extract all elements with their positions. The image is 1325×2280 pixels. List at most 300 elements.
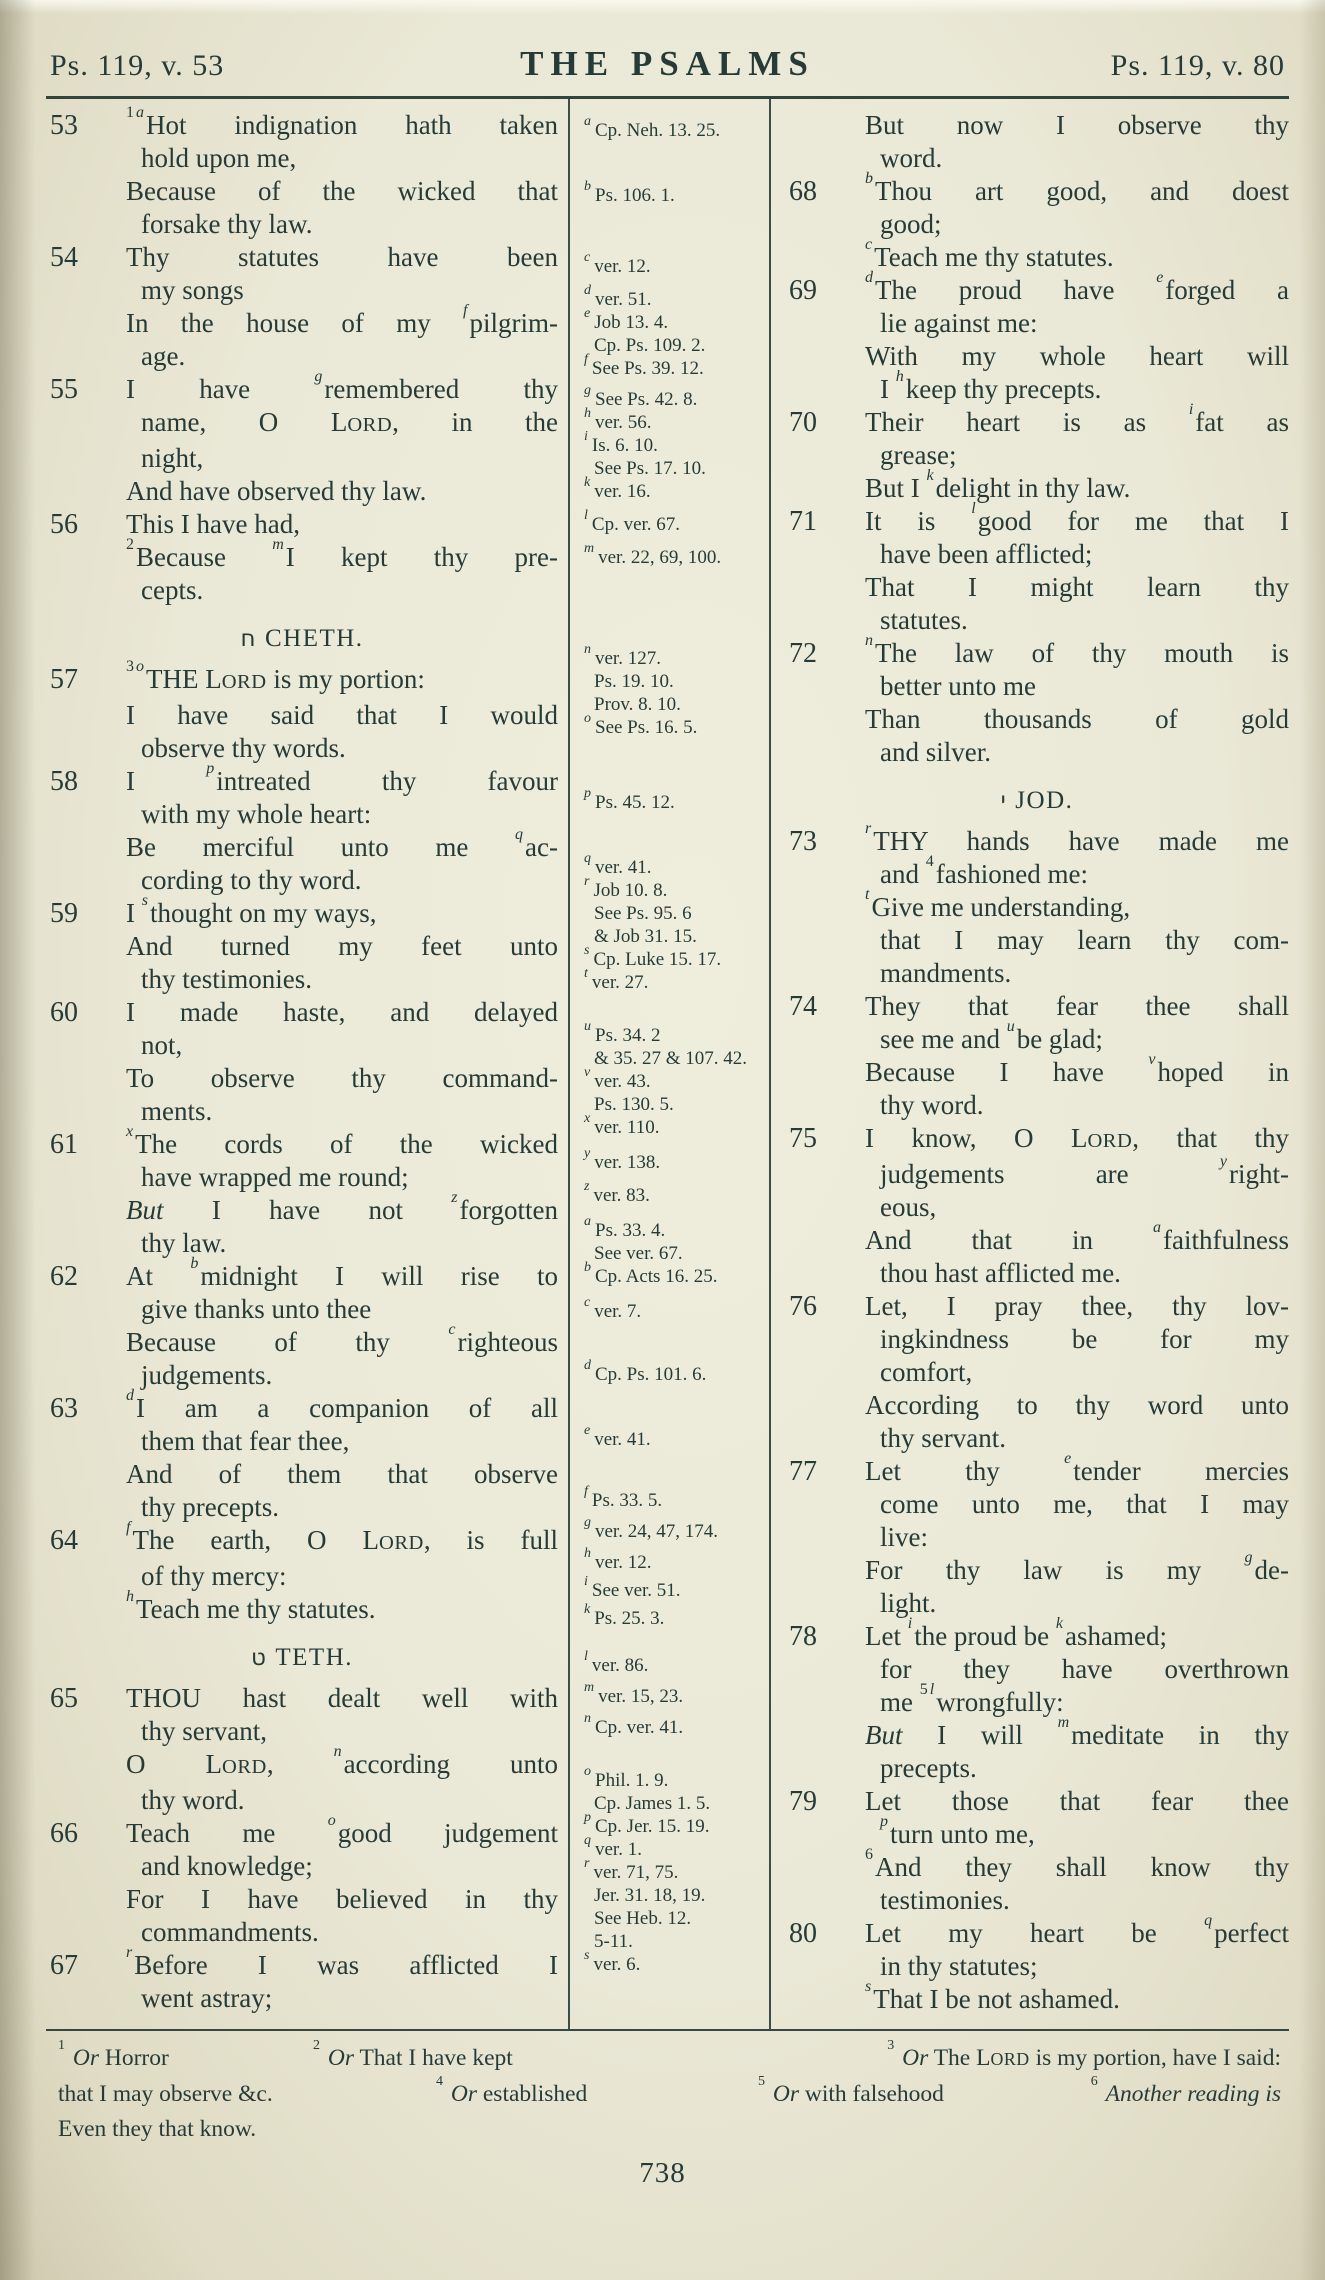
cross-reference-line: $^f$ Ps. 33. 5. (584, 1483, 663, 1511)
verse-line: name, O LORD, in the (141, 407, 558, 437)
verse (46, 996, 558, 1128)
verse-number: 69 (789, 275, 817, 306)
cross-reference (584, 428, 761, 480)
verse-line: not, (141, 1030, 183, 1060)
verse-line: $^p$turn unto me, (880, 1813, 1035, 1849)
note-number-marker: 4 (436, 2074, 443, 2090)
ref-letter: n (584, 1710, 591, 1726)
verse-line: for they have overthrown (880, 1654, 1289, 1684)
cross-reference-line: See Ps. 95. 6 (594, 903, 692, 924)
verse-line: forsake thy law. (141, 209, 313, 239)
verse-line: Be merciful unto me $^q$ac- (126, 826, 558, 862)
cross-reference-line: $^a$ Ps. 33. 4. (584, 1213, 666, 1241)
footnote-row (58, 2038, 1281, 2077)
italic-text: Or (72, 2045, 99, 2071)
verse-number: 64 (50, 1525, 78, 1556)
cross-reference-line: 5-11. (594, 1931, 633, 1952)
page-title: THE PSALMS (520, 44, 815, 83)
note-number-marker: 1 (58, 2038, 65, 2054)
verse-line: see me and $^u$be glad; (880, 1018, 1103, 1054)
cross-reference-column (568, 99, 771, 2029)
cross-reference (584, 1064, 761, 1116)
verse (46, 1812, 558, 1949)
ref-group (584, 1018, 761, 1139)
footnote: that I may observe &c. (58, 2081, 273, 2107)
cross-reference (584, 1573, 761, 1602)
cross-reference-line: $^c$ ver. 7. (584, 1294, 642, 1322)
verse-line: $^t$Give me understanding, (865, 886, 1131, 922)
ref-letter-marker: n (333, 1743, 342, 1760)
ref-letter-marker: m (1057, 1714, 1070, 1731)
ref-letter-marker: q (1204, 1912, 1213, 1929)
cross-reference (584, 1763, 761, 1815)
verse-line: my songs (141, 275, 244, 305)
cross-reference-line: $^x$ ver. 110. (584, 1110, 660, 1138)
ref-letter: m (584, 1679, 595, 1695)
note-number-marker: 2 (313, 2038, 320, 2054)
verse (785, 269, 1289, 406)
footnote (1090, 2074, 1281, 2112)
cross-reference-line: $^o$ Phil. 1. 9. (584, 1763, 669, 1791)
italic-text: Or (327, 2045, 354, 2071)
verse-line: statutes. (880, 605, 968, 635)
ref-letter-marker: l (929, 1681, 935, 1698)
note-number-marker: 6 (865, 1846, 873, 1863)
cross-reference-line: $^d$ Cp. Ps. 101. 6. (584, 1357, 707, 1385)
italic-text: Or (772, 2081, 799, 2107)
cross-reference (584, 1213, 761, 1265)
cross-reference (584, 641, 761, 716)
verse-number: 71 (789, 506, 817, 537)
verse-number: 80 (789, 1918, 817, 1949)
verse-number: 62 (50, 1261, 78, 1292)
footnote: $^1$ Or Horror (58, 2038, 169, 2071)
note-number-marker: 1 (126, 104, 134, 121)
italic-text: But (126, 1195, 164, 1225)
verse-line: thy word. (880, 1090, 984, 1120)
cross-reference (584, 710, 761, 739)
ref-letter-marker: m (272, 536, 284, 553)
ref-letter: s (584, 942, 590, 958)
cross-reference (584, 113, 761, 142)
ref-group (584, 282, 761, 380)
verse (785, 820, 1289, 990)
verse-line: age. (141, 341, 186, 371)
cross-reference-line: $^h$ ver. 56. (584, 405, 652, 433)
cross-reference-line: Ps. 130. 5. (594, 1094, 674, 1115)
cross-reference-line: $^u$ Ps. 34. 2 (584, 1018, 661, 1046)
verse-line: For I have believed in thy (126, 1884, 558, 1914)
verse-line: And have observed thy law. (126, 476, 427, 506)
cross-reference-line: Cp. James 1. 5. (594, 1793, 711, 1814)
ref-group (584, 1178, 761, 1207)
ref-letter: e (584, 305, 591, 321)
verse-line: But I have not $^z$forgotten (126, 1189, 558, 1225)
cross-reference (584, 1178, 761, 1207)
cross-reference-line: Jer. 31. 18, 19. (594, 1885, 706, 1906)
verse-line: thy word. (141, 1785, 245, 1815)
verse-line: And of them that observe (126, 1459, 558, 1489)
verse-line: Because of thy $^c$righteous (126, 1321, 558, 1357)
ref-letter-marker: n (865, 632, 873, 649)
ref-letter-marker: c (448, 1321, 456, 1338)
ref-group (584, 1294, 761, 1323)
verse-line: $^d$The proud have $^e$forged a (865, 269, 1289, 305)
verse-number: 53 (50, 110, 78, 141)
verse-line: I made haste, and delayed (126, 997, 558, 1027)
verse-line: ingkindness be for my (880, 1324, 1289, 1354)
ref-letter-marker: e (1156, 269, 1164, 286)
italic-text: Another reading is (1105, 2081, 1281, 2107)
verse-line: precepts. (880, 1753, 977, 1783)
verse-line: With my whole heart will (865, 341, 1289, 371)
ref-letter-marker: x (126, 1123, 134, 1140)
verse-line: $^3$ $^o$THE LORD is my portion: (126, 658, 425, 694)
verse-number: 70 (789, 407, 817, 438)
lord-smallcaps: LORD (205, 664, 267, 694)
verse-line: lie against me: (880, 308, 1038, 338)
verse-line: $^d$I am a companion of all (126, 1387, 558, 1423)
footnote: $^2$ Or That I have kept (313, 2038, 513, 2071)
verse-number: 77 (789, 1456, 817, 1487)
verse-number: 66 (50, 1818, 78, 1849)
section-heading-label: TETH. (275, 1644, 354, 1671)
verse-line: better unto me (880, 671, 1036, 701)
verse (785, 109, 1289, 175)
cross-reference (584, 1483, 761, 1512)
ref-group (584, 850, 761, 994)
ref-group (584, 382, 761, 503)
ref-letter: u (584, 1018, 591, 1034)
cross-reference-line: $^e$ Job 13. 4. (584, 305, 669, 333)
cross-reference-line: $^p$ Ps. 45. 12. (584, 785, 675, 813)
hebrew-letter-icon: ט (250, 1645, 268, 1671)
verse (785, 170, 1289, 274)
verse-line: of thy mercy: (141, 1561, 287, 1591)
verse-line: and knowledge; (141, 1851, 313, 1881)
ref-letter-marker: o (327, 1812, 336, 1829)
section-heading (46, 625, 558, 653)
ref-letter: k (584, 474, 591, 490)
ref-letter: i (584, 428, 588, 444)
cross-reference-line: $^q$ ver. 1. (584, 1832, 642, 1860)
cross-reference (584, 1601, 761, 1630)
cross-reference-line: & Job 31. 15. (594, 926, 697, 947)
cross-reference (584, 1648, 761, 1677)
verse-line: Let, I pray thee, thy lov- (865, 1291, 1289, 1321)
verse-line: observe thy words. (141, 733, 346, 763)
verse-line: come unto me, that I may (880, 1489, 1289, 1519)
ref-letter: a (584, 113, 591, 129)
cross-reference-line: $^a$ Cp. Neh. 13. 25. (584, 113, 721, 141)
ref-letter: i (584, 1573, 588, 1589)
ref-letter-marker: k (926, 467, 934, 484)
ref-letter: c (584, 1294, 591, 1310)
ref-group (584, 1357, 761, 1386)
verse-line: $^6$And they shall know thy (865, 1846, 1289, 1882)
cross-reference (584, 305, 761, 357)
verse-number: 67 (50, 1950, 78, 1981)
verse-line: $^x$The cords of the wicked (126, 1123, 558, 1159)
footnote: $^5$ Or with falsehood (758, 2074, 944, 2107)
cross-reference-line: $^m$ ver. 15, 23. (584, 1679, 684, 1707)
cross-reference-line: $^m$ ver. 22, 69, 100. (584, 540, 722, 568)
ref-group (584, 113, 761, 142)
cross-reference (584, 382, 761, 411)
verse-line: thy servant, (141, 1716, 267, 1746)
cross-reference-line: Ps. 19. 10. (594, 671, 674, 692)
verse-number: 73 (789, 826, 817, 857)
cross-reference-line: Prov. 8. 10. (594, 694, 681, 715)
cross-reference-line: $^q$ ver. 41. (584, 850, 652, 878)
ref-letter: g (584, 1514, 591, 1530)
verse-number: 56 (50, 509, 78, 540)
verse-line: According to thy word unto (865, 1390, 1289, 1420)
section-heading (785, 787, 1289, 815)
header-verse-ref-right: Ps. 119, v. 80 (1110, 49, 1285, 82)
verse-line: $^r$THY hands have made me (865, 820, 1289, 856)
verse-line: that I may learn thy com- (880, 925, 1289, 955)
text-columns (46, 99, 1289, 2029)
ref-letter-marker: g (314, 368, 323, 385)
verse-line: For thy law is my $^g$de- (865, 1549, 1289, 1585)
ref-group (584, 507, 761, 536)
verse (46, 892, 558, 996)
verse-line: night, (141, 443, 204, 473)
ref-letter-marker: e (1064, 1450, 1072, 1467)
verse (785, 990, 1289, 1122)
verse-line: This I have had, (126, 509, 300, 539)
page-number: 738 (639, 2157, 686, 2189)
ref-letter-marker: z (451, 1189, 458, 1206)
verse (46, 368, 558, 508)
cross-reference-line: $^l$ Cp. ver. 67. (584, 507, 681, 535)
verse-number: 57 (50, 664, 78, 695)
section-heading (46, 1644, 558, 1672)
verse (46, 1123, 558, 1260)
note-number-marker: 5 (919, 1681, 928, 1698)
verse-line: with my whole heart: (141, 799, 372, 829)
verse-line: To observe thy command- (126, 1063, 558, 1093)
hebrew-letter-icon: ח (240, 626, 257, 652)
ref-letter: f (584, 351, 588, 367)
ref-letter-marker: d (865, 269, 873, 286)
verse-line: THOU hast dealt well with (126, 1683, 558, 1713)
verse (785, 1450, 1289, 1620)
cross-reference-line: $^k$ Ps. 25. 3. (584, 1601, 665, 1629)
verse (46, 1944, 558, 2015)
verse-line: At $^b$midnight I will rise to (126, 1255, 558, 1291)
ref-group (584, 1422, 761, 1451)
cross-reference (584, 474, 761, 503)
verse-line: It is $^l$good for me that I (865, 500, 1289, 536)
ref-letter-marker: t (865, 886, 870, 903)
cross-reference (584, 1809, 761, 1838)
ref-letter-marker: u (1006, 1018, 1015, 1035)
verse (785, 1290, 1289, 1455)
note-number-marker: 5 (758, 2074, 765, 2090)
right-text-column (771, 99, 1289, 2029)
cross-reference (584, 1294, 761, 1323)
ref-letter: g (584, 382, 591, 398)
ref-letter-marker: h (895, 368, 904, 385)
verse-line: give thanks unto thee (141, 1294, 372, 1324)
verse-line: thy law. (141, 1228, 227, 1258)
verse-number: 72 (789, 638, 817, 669)
lord-smallcaps: LORD (330, 407, 393, 437)
italic-text: Or (450, 2081, 477, 2107)
ref-letter: b (584, 178, 591, 194)
ref-letter-marker: o (136, 658, 144, 675)
ref-letter-marker: d (126, 1387, 134, 1404)
ref-letter: p (584, 785, 591, 801)
cross-reference-line: $^g$ See Ps. 42. 8. (584, 382, 698, 410)
verse-line: Teach me $^o$good judgement (126, 1812, 558, 1848)
cross-reference-line: $^y$ ver. 138. (584, 1145, 661, 1173)
verse-line: in thy statutes; (880, 1951, 1038, 1981)
cross-reference (584, 1710, 761, 1739)
footnote: $^3$ Or The LORD is my portion, have I said: (887, 2038, 1281, 2071)
verse-number: 78 (789, 1621, 817, 1652)
ref-letter: f (584, 1483, 588, 1499)
cross-reference-line: $^t$ ver. 27. (584, 965, 649, 993)
verse-line: testimonies. (880, 1885, 1010, 1915)
verse-number: 63 (50, 1393, 78, 1424)
hebrew-letter-icon: י (1000, 788, 1008, 814)
cross-reference-line: $^h$ ver. 12. (584, 1545, 652, 1573)
ref-letter: t (584, 965, 588, 981)
verse (46, 1255, 558, 1392)
cross-reference-line: $^g$ ver. 24, 47, 174. (584, 1514, 718, 1542)
verse-line: In the house of my $^f$pilgrim- (126, 302, 558, 338)
verse-line: have been afflicted; (880, 539, 1093, 569)
verse-line: Because I have $^v$hoped in (865, 1051, 1289, 1087)
cross-reference-line: $^d$ ver. 51. (584, 282, 652, 310)
ref-letter-marker: v (1148, 1051, 1156, 1068)
cross-reference-line: & 35. 27 & 107. 42. (594, 1048, 748, 1069)
verse-line: Let my heart be $^q$perfect (865, 1912, 1289, 1948)
verse-line: They that fear thee shall (865, 991, 1289, 1021)
verse-line: judgements are $^y$right- (880, 1153, 1289, 1189)
verse-line: $^2$Because $^m$I kept thy pre- (126, 536, 558, 572)
cross-reference-line: $^o$ See Ps. 16. 5. (584, 710, 698, 738)
verse-line: live: (880, 1522, 928, 1552)
section-heading-label: CHETH. (264, 625, 364, 652)
verse (46, 760, 558, 897)
lord-smallcaps: LORD (362, 1525, 424, 1555)
ref-letter: x (584, 1110, 591, 1126)
verse-line: went astray; (141, 1983, 273, 2013)
verse (46, 241, 558, 373)
ref-letter: h (584, 405, 591, 421)
verse-line: O LORD, $^n$according unto (126, 1743, 559, 1779)
gutter-shadow (0, 0, 42, 2280)
verse (46, 658, 558, 765)
ref-letter: d (584, 282, 591, 298)
ref-letter: m (584, 540, 595, 556)
verse-line: I know, O LORD, that thy (865, 1123, 1289, 1153)
verse-line: hold upon me, (141, 143, 297, 173)
cross-reference (584, 282, 761, 311)
ref-letter: o (584, 1763, 591, 1779)
verse-line: $^s$That I be not ashamed. (865, 1978, 1120, 2014)
ref-letter-marker: p (206, 760, 215, 777)
verse-line: I $^s$thought on my ways, (126, 892, 377, 928)
verse-line: grease; (880, 440, 957, 470)
verse-line: $^c$Teach me thy statutes. (865, 236, 1114, 272)
ref-letter-marker: b (190, 1255, 199, 1272)
cross-reference-line: $^k$ ver. 16. (584, 474, 651, 502)
verse-line: But I will $^m$meditate in thy (865, 1714, 1289, 1750)
verse-line: I $^p$intreated thy favour (126, 760, 558, 796)
verse-line: Let $^i$the proud be $^k$ashamed; (865, 1615, 1167, 1651)
cross-reference (584, 405, 761, 434)
cross-reference-line: See Ps. 17. 10. (594, 458, 706, 479)
italic-text: Or (902, 2045, 929, 2071)
verse-line: comfort, (880, 1357, 973, 1387)
ref-letter-marker: r (865, 820, 872, 837)
verse (46, 1519, 558, 1626)
ref-group (584, 1483, 761, 1630)
cross-reference (584, 249, 761, 278)
ref-letter-marker: a (1153, 1219, 1162, 1236)
verse-line: Let those that fear thee (865, 1786, 1289, 1816)
verse (785, 401, 1289, 505)
cross-reference (584, 540, 761, 569)
verse (785, 632, 1289, 769)
ref-letter: o (584, 710, 591, 726)
ref-letter: b (584, 1259, 591, 1275)
verse (785, 1912, 1289, 2016)
cross-reference-line: $^b$ Cp. Acts 16. 25. (584, 1259, 718, 1287)
ref-letter: z (584, 1178, 590, 1194)
verse-line: good; (880, 209, 942, 239)
ref-letter-marker: h (126, 1588, 134, 1605)
ref-letter: c (584, 249, 591, 265)
ref-letter: q (584, 1832, 591, 1848)
lord-smallcaps: LORD (205, 1749, 267, 1779)
section-heading-label: JOD. (1015, 787, 1074, 814)
verse-line: them that fear thee, (141, 1426, 350, 1456)
verse-line: And turned my feet unto (126, 931, 558, 961)
verse-line: But now I observe thy (865, 110, 1289, 140)
verse-line: commandments. (141, 1917, 319, 1947)
cross-reference-line: $^b$ Ps. 106. 1. (584, 178, 675, 206)
verse-line: $^1$ $^a$Hot indignation hath taken (126, 104, 558, 140)
cross-reference-line: $^n$ Cp. ver. 41. (584, 1710, 684, 1738)
cross-reference-line: $^l$ ver. 86. (584, 1648, 649, 1676)
note-number-marker: 3 (126, 658, 134, 675)
verse-number: 74 (789, 991, 817, 1022)
ref-letter: v (584, 1064, 591, 1080)
ref-letter-marker: b (865, 170, 873, 187)
verse-line: Their heart is as $^i$fat as (865, 401, 1289, 437)
verse-line: ments. (141, 1096, 213, 1126)
cross-reference (584, 942, 761, 971)
cross-reference-line: $^n$ ver. 127. (584, 641, 661, 669)
cross-reference (584, 1514, 761, 1543)
ref-letter-marker: c (865, 236, 873, 253)
verse-line: thou hast afflicted me. (880, 1258, 1121, 1288)
verse-line: And that in $^a$faithfulness (865, 1219, 1289, 1255)
verse (785, 1785, 1289, 1917)
verse-line: $^n$The law of thy mouth is (865, 632, 1289, 668)
verse (46, 104, 558, 241)
verse-number: 79 (789, 1786, 817, 1817)
cross-reference (584, 873, 761, 948)
verse-line: Let thy $^e$tender mercies (865, 1450, 1289, 1486)
cross-reference-line: $^s$ Cp. Luke 15. 17. (584, 942, 722, 970)
